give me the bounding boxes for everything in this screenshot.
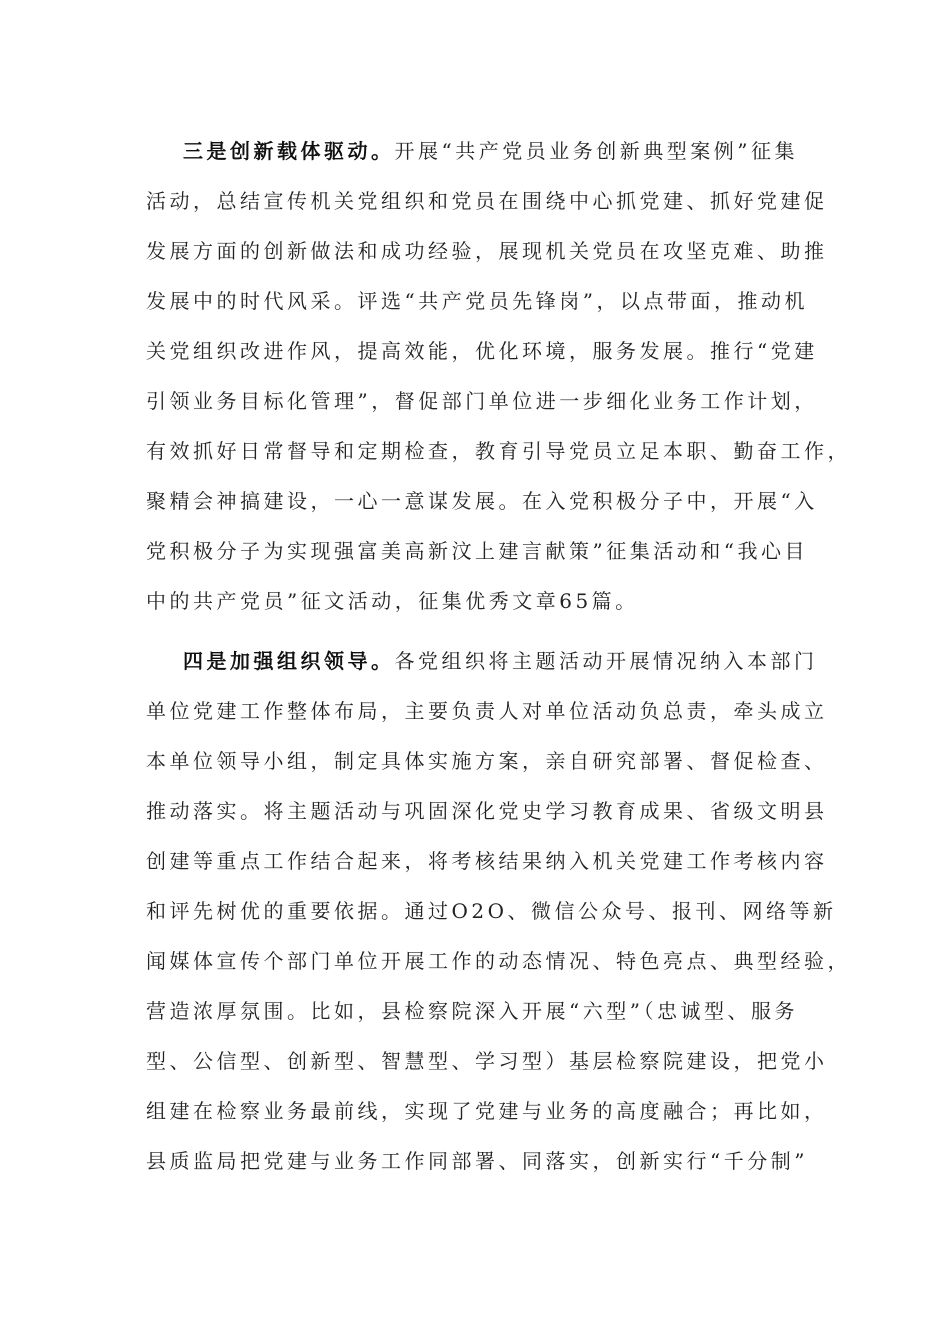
paragraph-line: 县质监局把党建与业务工作同部署、同落实，创新实行“千分制” xyxy=(146,1149,808,1173)
paragraph-line: 组建在检察业务最前线，实现了党建与业务的高度融合；再比如， xyxy=(146,1099,828,1123)
paragraph-line: 发展方面的创新做法和成功经验，展现机关党员在攻坚克难、助推 xyxy=(146,239,828,263)
paragraph-line: 和评先树优的重要依据。通过O2O、微信公众号、报刊、网络等新 xyxy=(146,899,837,923)
paragraph-line: 型、公信型、创新型、智慧型、学习型）基层检察院建设，把党小 xyxy=(146,1049,828,1073)
paragraph-text: 开展“共产党员业务创新典型案例”征集 xyxy=(394,139,798,163)
paragraph-line xyxy=(183,651,863,671)
paragraph-lead: 三是创新载体驱动。 xyxy=(183,139,395,163)
paragraph-line: 发展中的时代风采。评选“共产党员先锋岗”，以点带面，推动机 xyxy=(146,289,808,313)
paragraph-line: 营造浓厚氛围。比如，县检察院深入开展“六型”（忠诚型、服务 xyxy=(146,999,798,1023)
paragraph-line: 引领业务目标化管理”，督促部门单位进一步细化业务工作计划， xyxy=(146,389,818,413)
paragraph-line: 本单位领导小组，制定具体实施方案，亲自研究部署、督促检查、 xyxy=(146,749,828,773)
paragraph-line: 活动，总结宣传机关党组织和党员在围绕中心抓党建、抓好党建促 xyxy=(146,189,828,213)
paragraph-line: 推动落实。将主题活动与巩固深化党史学习教育成果、省级文明县 xyxy=(146,799,828,823)
paragraph-line: 关党组织改进作风，提高效能，优化环境，服务发展。推行“党建 xyxy=(146,339,818,363)
paragraph-line: 创建等重点工作结合起来，将考核结果纳入机关党建工作考核内容 xyxy=(146,849,828,873)
paragraph-line: 闻媒体宣传个部门单位开展工作的动态情况、特色亮点、典型经验， xyxy=(146,949,851,973)
paragraph-line: 聚精会神搞建设，一心一意谋发展。在入党积极分子中，开展“入 xyxy=(146,489,818,513)
paragraph-line: 单位党建工作整体布局，主要负责人对单位活动负总责，牵头成立 xyxy=(146,699,828,723)
paragraph-text: 各党组织将主题活动开展情况纳入本部门 xyxy=(394,649,818,673)
paragraph-line: 党积极分子为实现强富美高新汶上建言献策”征集活动和“我心目 xyxy=(146,539,808,563)
paragraph-line: 中的共产党员”征文活动，征集优秀文章65篇。 xyxy=(146,589,639,613)
paragraph-line: 有效抓好日常督导和定期检查，教育引导党员立足本职、勤奋工作， xyxy=(146,439,851,463)
paragraph-lead: 四是加强组织领导。 xyxy=(183,649,395,673)
paragraph-line xyxy=(183,141,863,161)
